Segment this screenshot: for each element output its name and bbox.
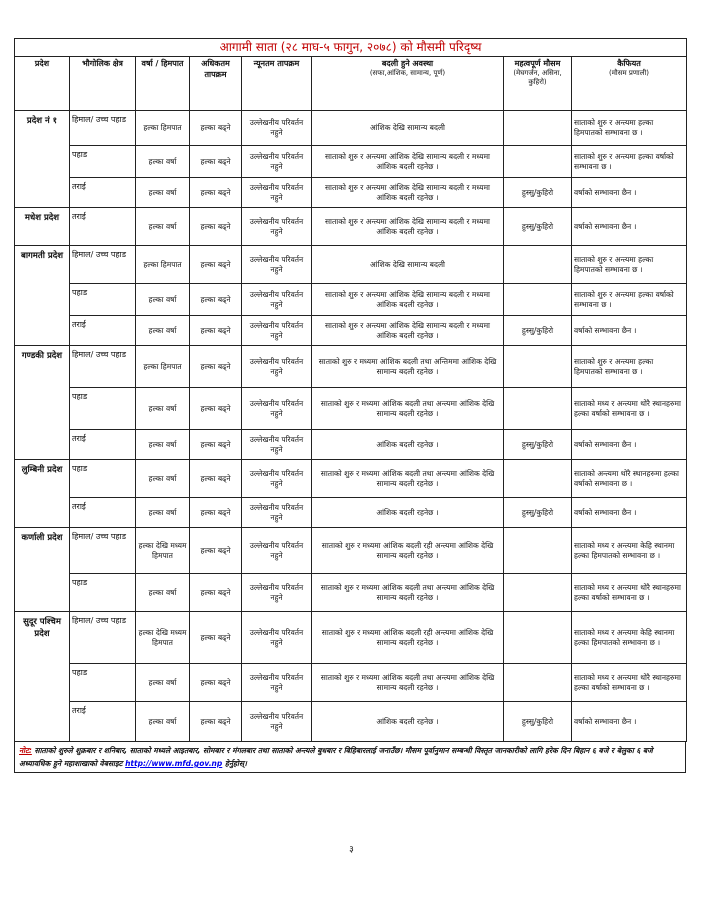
- min-temp-cell: उल्लेखनीय परिवर्तन नहुने: [242, 574, 312, 612]
- hazard-cell: [504, 146, 572, 178]
- table-row: [15, 208, 687, 246]
- remarks-cell: वर्षाको सम्भावना छैन ।: [572, 702, 687, 742]
- precip-cell: हल्का हिमपात: [136, 246, 190, 284]
- cloud-cell: आंशिक बदली रहनेछ ।: [312, 498, 504, 528]
- header-hazard-sub: (मेघगर्जन, असिना, कुहिरो): [513, 69, 562, 86]
- precip-cell: हल्का हिमपात: [136, 111, 190, 146]
- table-row: [15, 430, 687, 460]
- table-row: [15, 111, 687, 146]
- header-max-temp: अधिकतम तापक्रम: [190, 57, 242, 111]
- header-geo: भौगोलिक क्षेत्र: [70, 57, 136, 111]
- min-temp-cell: उल्लेखनीय परिवर्तन नहुने: [242, 208, 312, 246]
- min-temp-cell: उल्लेखनीय परिवर्तन नहुने: [242, 664, 312, 702]
- precip-cell: हल्का वर्षा: [136, 664, 190, 702]
- page-title: आगामी साता (२८ माघ-५ फागुन, २०७८) को मौसमी परिदृष्य: [15, 39, 687, 57]
- forecast-body: [15, 111, 687, 742]
- geo-cell: हिमाल/ उच्च पहाड: [70, 346, 136, 388]
- remarks-cell: साताको मध्य र अन्त्यमा थोरै स्थानहरुमा हल्का वर्षाको सम्भावना छ ।: [572, 664, 687, 702]
- province-cell: गण्डकी प्रदेश: [15, 346, 70, 460]
- max-temp-cell: हल्का बढ्ने: [190, 664, 242, 702]
- geo-cell: पहाड: [70, 146, 136, 178]
- hazard-cell: हुस्सु/कुहिरो: [504, 208, 572, 246]
- max-temp-cell: हल्का बढ्ने: [190, 146, 242, 178]
- remarks-cell: साताको मध्य र अन्त्यमा केहि स्थानमा हल्का हिमपातको सम्भावना छ ।: [572, 612, 687, 664]
- geo-cell: हिमाल/ उच्च पहाड: [70, 612, 136, 664]
- hazard-cell: हुस्सु/कुहिरो: [504, 430, 572, 460]
- precip-cell: हल्का वर्षा: [136, 388, 190, 430]
- min-temp-cell: उल्लेखनीय परिवर्तन नहुने: [242, 528, 312, 574]
- cloud-cell: साताको शुरु र मध्यमा आंशिक बदली तथा अन्त्यमा आंशिक देखि सामान्य बदली रहनेछ ।: [312, 460, 504, 498]
- cloud-cell: आंशिक देखि सामान्य बदली: [312, 111, 504, 146]
- min-temp-cell: उल्लेखनीय परिवर्तन नहुने: [242, 284, 312, 316]
- table-row: [15, 146, 687, 178]
- min-temp-cell: उल्लेखनीय परिवर्तन नहुने: [242, 702, 312, 742]
- remarks-cell: साताको मध्य र अन्त्यमा केहि स्थानमा हल्का हिमपातको सम्भावना छ ।: [572, 528, 687, 574]
- remarks-cell: साताको शुरु र अन्त्यमा हल्का हिमपातको सम्भावना छ ।: [572, 111, 687, 146]
- cloud-cell: आंशिक देखि सामान्य बदली: [312, 246, 504, 284]
- remarks-cell: साताको शुरु र अन्त्यमा हल्का वर्षाको सम्भावना छ ।: [572, 284, 687, 316]
- forecast-sheet: [14, 38, 686, 773]
- max-temp-cell: हल्का बढ्ने: [190, 460, 242, 498]
- precip-cell: हल्का वर्षा: [136, 316, 190, 346]
- remarks-cell: वर्षाको सम्भावना छैन ।: [572, 316, 687, 346]
- table-row: [15, 574, 687, 612]
- header-cloud-sub: (सफा,आंशिक, सामान्य, पूर्ण): [369, 69, 446, 77]
- header-remarks-sub: (मौसम प्रणाली): [608, 69, 650, 77]
- cloud-cell: साताको शुरु र मध्यमा आंशिक बदली रही अन्त्यमा आंशिक देखि सामान्य बदली रहनेछ ।: [312, 528, 504, 574]
- header-remarks: कैफियत (मौसम प्रणाली): [572, 57, 687, 111]
- precip-cell: हल्का देखि मध्यम हिमपात: [136, 528, 190, 574]
- hazard-cell: [504, 284, 572, 316]
- geo-cell: पहाड: [70, 284, 136, 316]
- footnote: [14, 742, 686, 773]
- hazard-cell: [504, 528, 572, 574]
- geo-cell: हिमाल/ उच्च पहाड: [70, 246, 136, 284]
- remarks-cell: वर्षाको सम्भावना छैन ।: [572, 208, 687, 246]
- min-temp-cell: उल्लेखनीय परिवर्तन नहुने: [242, 146, 312, 178]
- province-cell: लुम्बिनी प्रदेश: [15, 460, 70, 528]
- cloud-cell: साताको शुरु र मध्यमा आंशिक बदली तथा अन्त्यमा आंशिक देखि सामान्य बदली रहनेछ ।: [312, 574, 504, 612]
- table-row: [15, 388, 687, 430]
- remarks-cell: वर्षाको सम्भावना छैन ।: [572, 430, 687, 460]
- min-temp-cell: उल्लेखनीय परिवर्तन नहुने: [242, 430, 312, 460]
- table-row: [15, 178, 687, 208]
- table-row: [15, 528, 687, 574]
- min-temp-cell: उल्लेखनीय परिवर्तन नहुने: [242, 498, 312, 528]
- geo-cell: तराई: [70, 208, 136, 246]
- table-row: [15, 460, 687, 498]
- cloud-cell: साताको शुरु र अन्त्यमा आंशिक देखि सामान्य बदली र मध्यमा आंशिक बदली रहनेछ ।: [312, 316, 504, 346]
- max-temp-cell: हल्का बढ्ने: [190, 702, 242, 742]
- max-temp-cell: हल्का बढ्ने: [190, 208, 242, 246]
- table-row: [15, 612, 687, 664]
- hazard-cell: हुस्सु/कुहिरो: [504, 316, 572, 346]
- geo-cell: तराई: [70, 430, 136, 460]
- cloud-cell: साताको शुरु र अन्त्यमा आंशिक देखि सामान्य बदली र मध्यमा आंशिक बदली रहनेछ ।: [312, 146, 504, 178]
- website-link[interactable]: http://www.mfd.gov.np: [125, 759, 223, 768]
- precip-cell: हल्का वर्षा: [136, 178, 190, 208]
- table-row: [15, 346, 687, 388]
- max-temp-cell: हल्का बढ्ने: [190, 528, 242, 574]
- precip-cell: हल्का वर्षा: [136, 146, 190, 178]
- hazard-cell: [504, 460, 572, 498]
- max-temp-cell: हल्का बढ्ने: [190, 111, 242, 146]
- precip-cell: हल्का वर्षा: [136, 460, 190, 498]
- footnote-label: नोट:: [19, 746, 32, 755]
- geo-cell: पहाड: [70, 574, 136, 612]
- header-cloud: बदली हुने अवस्था (सफा,आंशिक, सामान्य, पूर्ण): [312, 57, 504, 111]
- remarks-cell: साताको अन्त्यमा थोरै स्थानहरुमा हल्का वर्षाको सम्भावना छ ।: [572, 460, 687, 498]
- max-temp-cell: हल्का बढ्ने: [190, 316, 242, 346]
- min-temp-cell: उल्लेखनीय परिवर्तन नहुने: [242, 460, 312, 498]
- precip-cell: हल्का वर्षा: [136, 574, 190, 612]
- max-temp-cell: हल्का बढ्ने: [190, 284, 242, 316]
- precip-cell: हल्का वर्षा: [136, 208, 190, 246]
- province-cell: सुदूर पश्चिम प्रदेश: [15, 612, 70, 742]
- max-temp-cell: हल्का बढ्ने: [190, 388, 242, 430]
- max-temp-cell: हल्का बढ्ने: [190, 430, 242, 460]
- remarks-cell: वर्षाको सम्भावना छैन ।: [572, 498, 687, 528]
- cloud-cell: साताको शुरु र मध्यमा आंशिक बदली तथा अन्तिममा आंशिक देखि सामान्य बदली रहनेछ ।: [312, 346, 504, 388]
- table-row: [15, 246, 687, 284]
- min-temp-cell: उल्लेखनीय परिवर्तन नहुने: [242, 111, 312, 146]
- header-precip: वर्षा / हिमपात: [136, 57, 190, 111]
- province-cell: बागमती प्रदेश: [15, 246, 70, 346]
- header-hazard: महत्वपूर्ण मौसम (मेघगर्जन, असिना, कुहिरो): [504, 57, 572, 111]
- table-row: [15, 702, 687, 742]
- min-temp-cell: उल्लेखनीय परिवर्तन नहुने: [242, 346, 312, 388]
- precip-cell: हल्का वर्षा: [136, 498, 190, 528]
- precip-cell: हल्का वर्षा: [136, 430, 190, 460]
- hazard-cell: हुस्सु/कुहिरो: [504, 702, 572, 742]
- hazard-cell: [504, 664, 572, 702]
- max-temp-cell: हल्का बढ्ने: [190, 574, 242, 612]
- table-row: [15, 284, 687, 316]
- geo-cell: तराई: [70, 178, 136, 208]
- table-row: [15, 316, 687, 346]
- cloud-cell: साताको शुरु र मध्यमा आंशिक बदली रही अन्त्यमा आंशिक देखि सामान्य बदली रहनेछ ।: [312, 612, 504, 664]
- header-row: [15, 57, 687, 111]
- geo-cell: पहाड: [70, 460, 136, 498]
- geo-cell: हिमाल/ उच्च पहाड: [70, 528, 136, 574]
- max-temp-cell: हल्का बढ्ने: [190, 612, 242, 664]
- precip-cell: हल्का देखि मध्यम हिमपात: [136, 612, 190, 664]
- table-row: [15, 664, 687, 702]
- remarks-cell: साताको शुरु र अन्त्यमा हल्का हिमपातको सम्भावना छ ।: [572, 246, 687, 284]
- hazard-cell: [504, 346, 572, 388]
- remarks-cell: साताको मध्य र अन्त्यमा थोरै स्थानहरुमा हल्का वर्षाको सम्भावना छ ।: [572, 388, 687, 430]
- min-temp-cell: उल्लेखनीय परिवर्तन नहुने: [242, 246, 312, 284]
- remarks-cell: साताको मध्य र अन्त्यमा थोरै स्थानहरुमा हल्का वर्षाको सम्भावना छ ।: [572, 574, 687, 612]
- geo-cell: तराई: [70, 498, 136, 528]
- geo-cell: तराई: [70, 702, 136, 742]
- min-temp-cell: उल्लेखनीय परिवर्तन नहुने: [242, 612, 312, 664]
- table-row: [15, 498, 687, 528]
- header-min-temp: न्यूनतम तापक्रम: [242, 57, 312, 111]
- geo-cell: पहाड: [70, 388, 136, 430]
- geo-cell: पहाड: [70, 664, 136, 702]
- cloud-cell: साताको शुरु र अन्त्यमा आंशिक देखि सामान्य बदली र मध्यमा आंशिक बदली रहनेछ ।: [312, 178, 504, 208]
- province-cell: मधेश प्रदेश: [15, 208, 70, 246]
- max-temp-cell: हल्का बढ्ने: [190, 498, 242, 528]
- hazard-cell: [504, 111, 572, 146]
- max-temp-cell: हल्का बढ्ने: [190, 178, 242, 208]
- page-number: ३: [349, 845, 354, 855]
- min-temp-cell: उल्लेखनीय परिवर्तन नहुने: [242, 316, 312, 346]
- hazard-cell: [504, 612, 572, 664]
- hazard-cell: हुस्सु/कुहिरो: [504, 498, 572, 528]
- precip-cell: हल्का हिमपात: [136, 346, 190, 388]
- max-temp-cell: हल्का बढ्ने: [190, 246, 242, 284]
- cloud-cell: आंशिक बदली रहनेछ ।: [312, 702, 504, 742]
- remarks-cell: साताको शुरु र अन्त्यमा हल्का वर्षाको सम्भावना छ ।: [572, 146, 687, 178]
- province-cell: प्रदेश नं १: [15, 111, 70, 208]
- precip-cell: हल्का वर्षा: [136, 284, 190, 316]
- footnote-suffix: हेर्नुहोस्।: [224, 759, 247, 768]
- hazard-cell: [504, 246, 572, 284]
- province-cell: कर्णाली प्रदेश: [15, 528, 70, 612]
- cloud-cell: साताको शुरु र मध्यमा आंशिक बदली तथा अन्त्यमा आंशिक देखि सामान्य बदली रहनेछ ।: [312, 664, 504, 702]
- footnote-text: साताको शुरुले शुक्रबार र शनिबार, साताको मध्यले आइतबार, सोमबार र मंगलबार तथा साताको अन्त्यले बुधबार र बिहिबारलाई जनाउँछ। मौसम पूर्वानुमान सम्बन्धी विस्तृत जानकारीको लागि हरेक दिन बिहान ६ बजे र बेलुका ६ बजे अध्यावधिक हुने महाशाखाको वेबसाइट: [19, 746, 653, 768]
- hazard-cell: हुस्सु/कुहिरो: [504, 178, 572, 208]
- cloud-cell: आंशिक बदली रहनेछ ।: [312, 430, 504, 460]
- header-province: प्रदेश: [15, 57, 70, 111]
- forecast-table: [14, 38, 687, 742]
- remarks-cell: वर्षाको सम्भावना छैन ।: [572, 178, 687, 208]
- hazard-cell: [504, 388, 572, 430]
- hazard-cell: [504, 574, 572, 612]
- geo-cell: हिमाल/ उच्च पहाड: [70, 111, 136, 146]
- min-temp-cell: उल्लेखनीय परिवर्तन नहुने: [242, 178, 312, 208]
- cloud-cell: साताको शुरु र अन्त्यमा आंशिक देखि सामान्य बदली र मध्यमा आंशिक बदली रहनेछ ।: [312, 208, 504, 246]
- precip-cell: हल्का वर्षा: [136, 702, 190, 742]
- cloud-cell: साताको शुरु र अन्त्यमा आंशिक देखि सामान्य बदली र मध्यमा आंशिक बदली रहनेछ ।: [312, 284, 504, 316]
- max-temp-cell: हल्का बढ्ने: [190, 346, 242, 388]
- geo-cell: तराई: [70, 316, 136, 346]
- remarks-cell: साताको शुरु र अन्त्यमा हल्का हिमपातको सम्भावना छ ।: [572, 346, 687, 388]
- cloud-cell: साताको शुरु र मध्यमा आंशिक बदली तथा अन्त्यमा आंशिक देखि सामान्य बदली रहनेछ ।: [312, 388, 504, 430]
- min-temp-cell: उल्लेखनीय परिवर्तन नहुने: [242, 388, 312, 430]
